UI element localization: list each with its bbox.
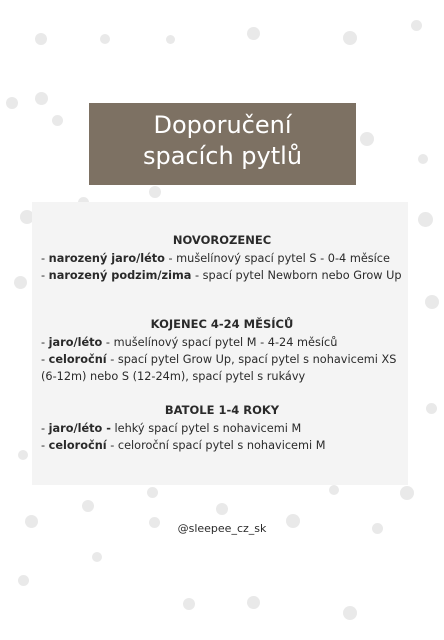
list-item [41, 351, 403, 385]
background-dot [52, 115, 63, 126]
item-season: jaro/léto [48, 336, 103, 349]
item-season: celoroční [48, 353, 107, 366]
section-heading: NOVOROZENEC [172, 233, 272, 247]
background-dot [426, 403, 437, 414]
social-handle: @sleepee_cz_sk [177, 522, 267, 535]
background-dot [418, 212, 433, 227]
item-text: - spací pytel Grow Up, spací pytel s nohavicemi XS (6-12m) nebo S (12-24m), spací pytel s rukávy [41, 353, 397, 383]
background-dot [18, 575, 29, 586]
background-dot [247, 27, 260, 40]
background-dot [411, 20, 422, 31]
background-dot [216, 503, 228, 515]
list-item [41, 437, 403, 454]
section-novorozenec [41, 232, 403, 284]
background-dot [18, 450, 28, 460]
background-dot [166, 35, 175, 44]
title-line-1: Doporučení [153, 111, 292, 139]
background-dot [100, 34, 110, 44]
list-item [41, 420, 403, 437]
title-line-2: spacích pytlů [142, 142, 303, 170]
background-dot [35, 92, 48, 105]
background-dot [343, 31, 357, 45]
recommendations-card [32, 202, 408, 485]
background-dot [425, 295, 439, 309]
item-text: - spací pytel Newborn nebo Grow Up [191, 269, 402, 282]
list-item [41, 334, 403, 351]
item-prefix: - [41, 336, 49, 349]
item-season: jaro/léto - [48, 422, 111, 435]
item-season: celoroční [48, 439, 107, 452]
item-prefix: - [41, 353, 49, 366]
background-dot [35, 33, 47, 45]
item-text: lehký spací pytel s nohavicemi M [110, 422, 302, 435]
background-dot [14, 276, 27, 289]
item-prefix: - [41, 252, 49, 265]
page-title [89, 103, 356, 185]
background-dot [6, 97, 18, 109]
section-heading: KOJENEC 4-24 MĚSÍCŮ [150, 317, 294, 331]
background-dot [149, 186, 161, 198]
section-kojenec [41, 316, 403, 385]
item-text: - mušelínový spací pytel S - 0-4 měsíce [164, 252, 390, 265]
background-dot [183, 598, 195, 610]
item-season: narozený jaro/léto [48, 252, 165, 265]
item-prefix: - [41, 269, 49, 282]
background-dot [418, 154, 428, 164]
background-dot [147, 487, 158, 498]
background-dot [343, 606, 357, 620]
section-heading: BATOLE 1-4 ROKY [164, 403, 280, 417]
background-dot [400, 486, 414, 500]
background-dot [360, 132, 374, 146]
item-text: - mušelínový spací pytel M - 4-24 měsíců [102, 336, 338, 349]
item-season: narozený podzim/zima [48, 269, 192, 282]
item-prefix: - [41, 422, 49, 435]
background-dot [247, 596, 260, 609]
background-dot [92, 552, 102, 562]
section-batole [41, 402, 403, 454]
background-dot [329, 485, 339, 495]
item-prefix: - [41, 439, 49, 452]
background-dot [82, 500, 94, 512]
item-text: - celoroční spací pytel s nohavicemi M [106, 439, 326, 452]
list-item [41, 250, 403, 267]
list-item [41, 267, 403, 284]
